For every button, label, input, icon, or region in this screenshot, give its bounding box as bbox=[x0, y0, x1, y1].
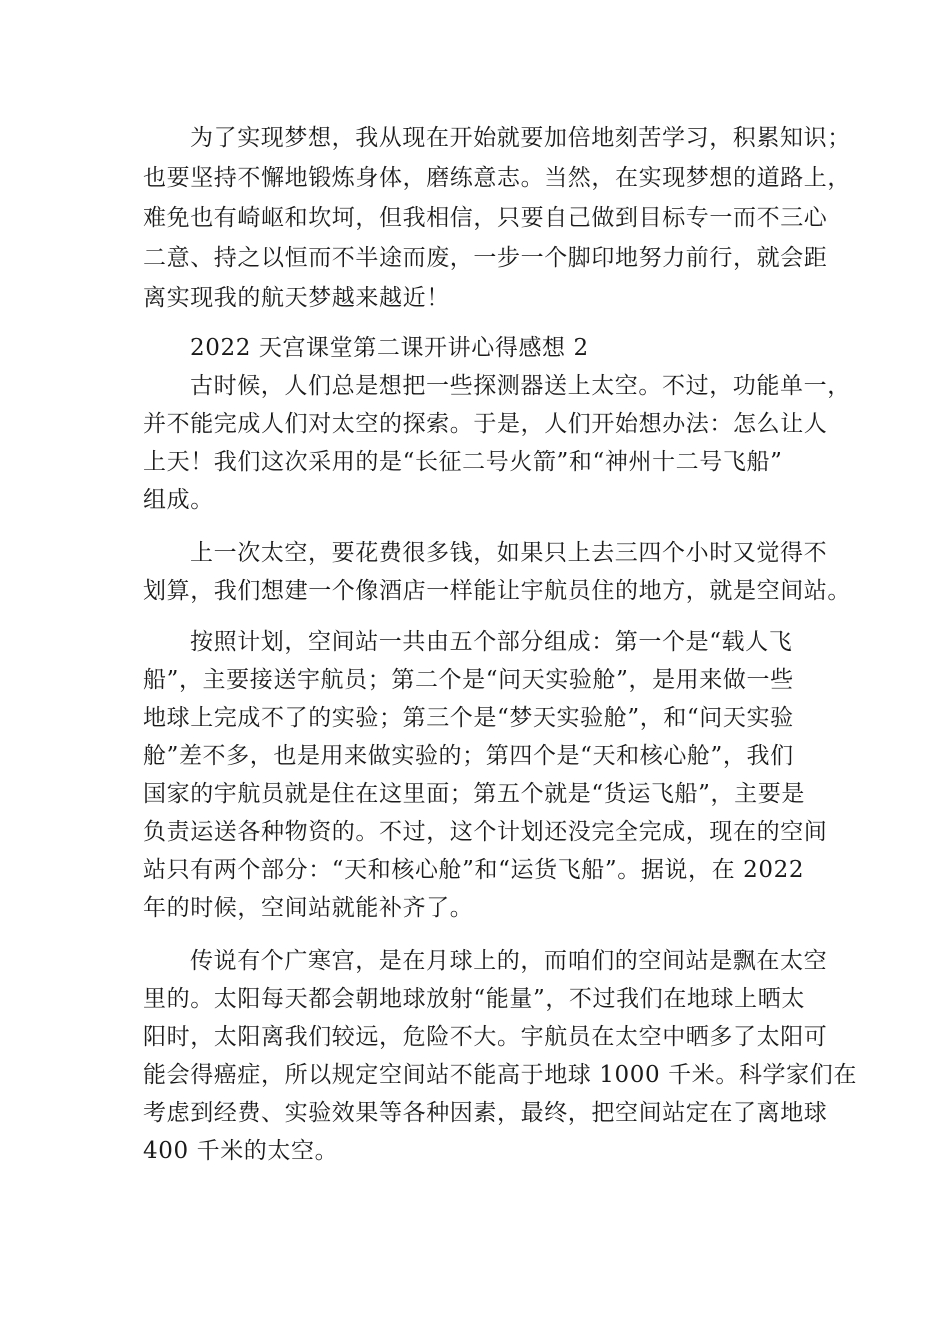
paragraph-4-line-7: 站只有两个部分：“天和核心舱”和“运货飞船”。据说，在 2022 bbox=[143, 857, 805, 883]
paragraph-2-line-2: 并不能完成人们对太空的探索。于是，人们开始想办法：怎么让人 bbox=[143, 411, 828, 437]
paragraph-4-line-3: 地球上完成不了的实验；第三个是“梦天实验舱”，和“问天实验 bbox=[143, 705, 794, 731]
paragraph-2-line-4: 组成。 bbox=[143, 487, 214, 513]
paragraph-1-line-5: 离实现我的航天梦越来越近！ bbox=[143, 285, 450, 311]
paragraph-1-line-2: 也要坚持不懈地锻炼身体，磨练意志。当然，在实现梦想的道路上， bbox=[143, 165, 851, 191]
paragraph-3-line-2: 划算，我们想建一个像酒店一样能让宇航员住的地方，就是空间站。 bbox=[143, 578, 851, 604]
paragraph-2-line-3: 上天！我们这次采用的是“长征二号火箭”和“神州十二号飞船” bbox=[143, 449, 783, 475]
paragraph-1-line-3: 难免也有崎岖和坎坷，但我相信，只要自己做到目标专一而不三心 bbox=[143, 205, 828, 231]
paragraph-4-line-5: 国家的宇航员就是住在这里面；第五个就是“货运飞船”，主要是 bbox=[143, 781, 805, 807]
paragraph-5-line-4: 能会得癌症，所以规定空间站不能高于地球 1000 千米。科学家们在 bbox=[143, 1062, 857, 1088]
paragraph-4-line-4: 舱”差不多，也是用来做实验的；第四个是“天和核心舱”，我们 bbox=[143, 743, 794, 769]
paragraph-5-line-6: 400 千米的太空。 bbox=[143, 1138, 339, 1164]
paragraph-4-line-2: 船”，主要接送宇航员；第二个是“问天实验舱”，是用来做一些 bbox=[143, 667, 794, 693]
paragraph-3-line-1: 上一次太空，要花费很多钱，如果只上去三四个小时又觉得不 bbox=[190, 540, 828, 566]
paragraph-1-line-1: 为了实现梦想，我从现在开始就要加倍地刻苦学习，积累知识； bbox=[190, 125, 851, 151]
paragraph-5-line-3: 阳时，太阳离我们较远，危险不大。宇航员在太空中晒多了太阳可 bbox=[143, 1024, 828, 1050]
paragraph-1-line-4: 二意、持之以恒而不半途而废，一步一个脚印地努力前行，就会距 bbox=[143, 245, 828, 271]
paragraph-5-line-2: 里的。太阳每天都会朝地球放射“能量”，不过我们在地球上晒太 bbox=[143, 986, 805, 1012]
paragraph-2-line-1: 古时候，人们总是想把一些探测器送上太空。不过，功能单一， bbox=[190, 373, 851, 399]
paragraph-4-line-8: 年的时候，空间站就能补齐了。 bbox=[143, 895, 474, 921]
section-heading: 2022 天宫课堂第二课开讲心得感想 2 bbox=[190, 335, 589, 361]
paragraph-5-line-5: 考虑到经费、实验效果等各种因素，最终，把空间站定在了离地球 bbox=[143, 1100, 828, 1126]
paragraph-4-line-6: 负责运送各种物资的。不过，这个计划还没完全完成，现在的空间 bbox=[143, 819, 828, 845]
paragraph-5-line-1: 传说有个广寒宫，是在月球上的，而咱们的空间站是飘在太空 bbox=[190, 948, 828, 974]
paragraph-4-line-1: 按照计划，空间站一共由五个部分组成：第一个是“载人飞 bbox=[190, 629, 793, 655]
